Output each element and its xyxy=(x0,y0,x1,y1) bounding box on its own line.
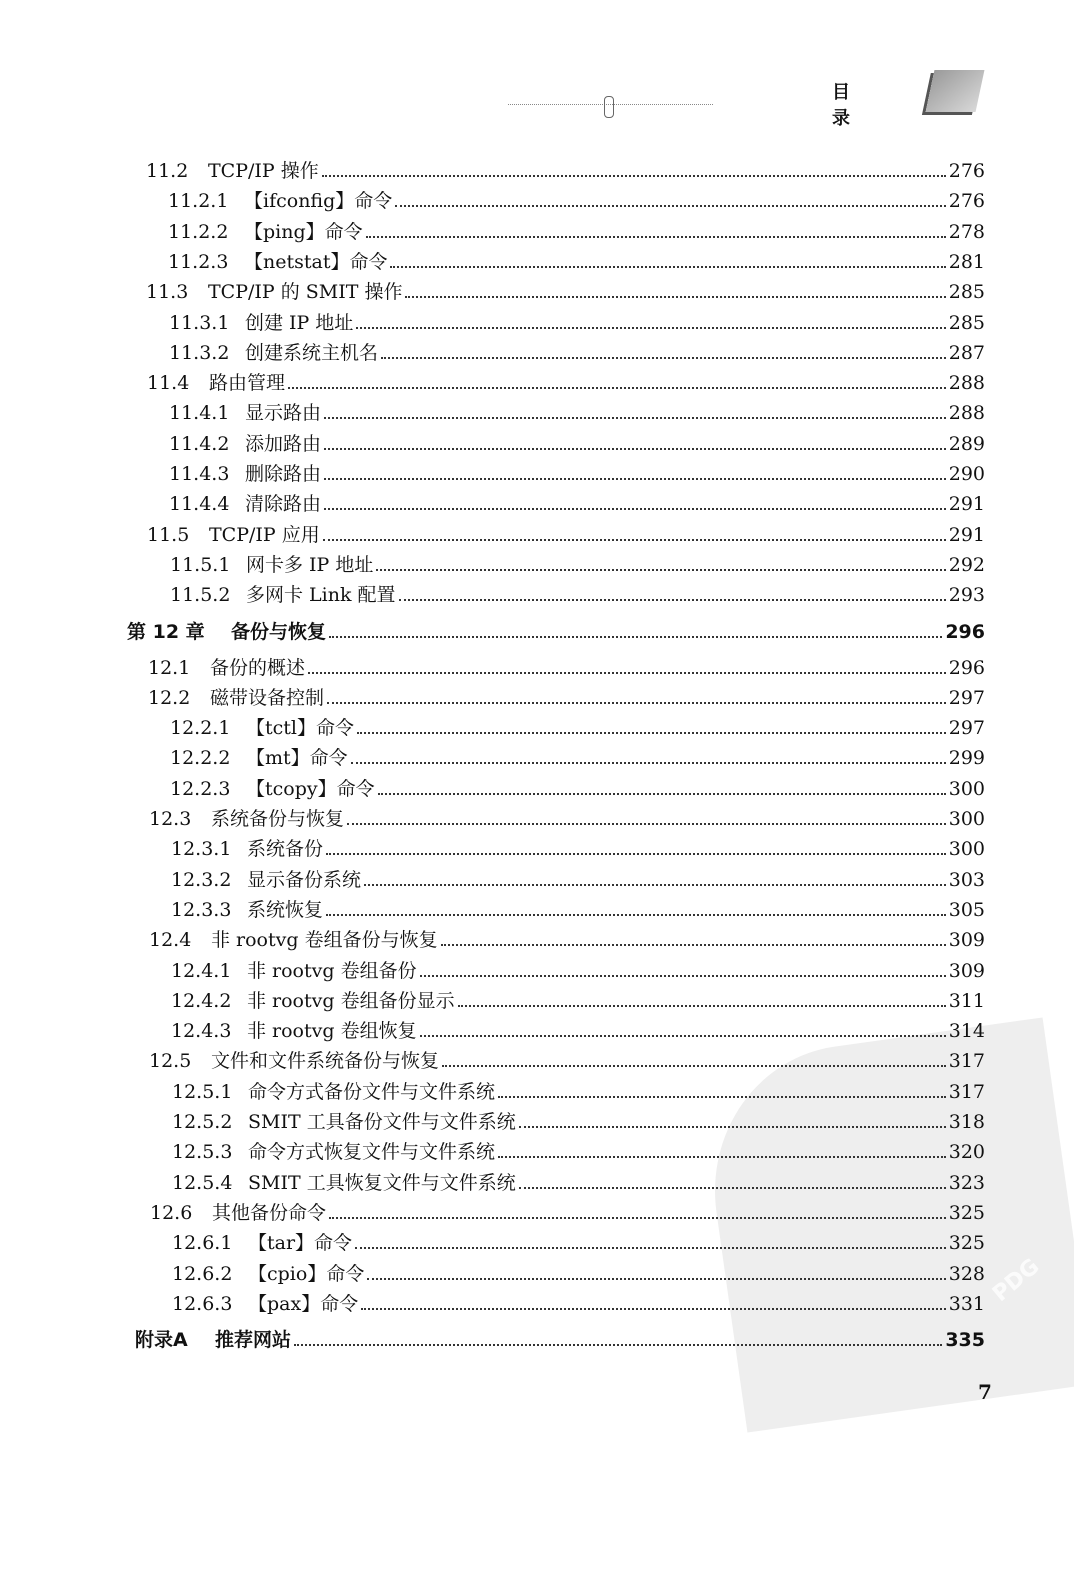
toc-dot-leader xyxy=(288,386,946,389)
toc-entry-page: 289 xyxy=(948,432,985,455)
toc-row[interactable] xyxy=(168,246,985,274)
toc-entry-page: 311 xyxy=(948,989,985,1012)
toc-entry-number: 11.5 xyxy=(147,523,190,546)
toc-entry-number: 11.2.2 xyxy=(168,220,229,243)
toc-entry-number: 12.2.2 xyxy=(170,747,231,770)
toc-entry-page: 281 xyxy=(948,250,985,273)
corner-tab-decoration xyxy=(926,70,985,112)
toc-entry-title: 非 rootvg 卷组恢复 xyxy=(247,1020,417,1043)
toc-entry-page: 325 xyxy=(948,1201,985,1224)
toc-row[interactable] xyxy=(168,216,985,244)
page-number: 7 xyxy=(978,1380,992,1404)
toc-entry-title: SMIT 工具备份文件与文件系统 xyxy=(248,1111,516,1133)
toc-entry-title: 创建系统主机名 xyxy=(245,341,379,364)
toc-entry-title: 网卡多 IP 地址 xyxy=(246,553,374,576)
toc-entry-number: 11.5.2 xyxy=(170,584,231,607)
toc-row[interactable] xyxy=(170,712,985,740)
toc-row[interactable] xyxy=(147,519,985,547)
toc-entry-number: 12.4.3 xyxy=(171,1020,232,1043)
toc-row[interactable] xyxy=(169,428,985,456)
toc-dot-leader xyxy=(308,671,946,674)
toc-dot-leader xyxy=(366,235,946,238)
toc-row[interactable] xyxy=(172,1106,985,1134)
toc-entry-page: 276 xyxy=(948,190,985,213)
toc-entry-number: 附录A xyxy=(135,1329,188,1352)
toc-dot-leader xyxy=(351,761,946,764)
toc-entry-page: 296 xyxy=(945,620,985,643)
toc-entry-number: 11.3.2 xyxy=(169,341,230,364)
toc-entry-number: 12.5.4 xyxy=(172,1171,233,1194)
toc-entry-title: 【tar】命令 xyxy=(248,1232,353,1255)
toc-entry-page: 299 xyxy=(948,747,985,770)
toc-entry-title: 系统备份与恢复 xyxy=(211,808,345,830)
toc-entry-number: 12.3 xyxy=(149,808,192,830)
toc-entry-number: 11.4.3 xyxy=(169,463,230,485)
toc-entry-title: SMIT 工具恢复文件与文件系统 xyxy=(248,1171,516,1194)
toc-dot-leader xyxy=(519,1186,946,1189)
toc-dot-leader xyxy=(361,1307,946,1310)
page-header-title: 目 录 xyxy=(832,82,880,129)
toc-entry-number: 11.2.1 xyxy=(168,190,229,213)
toc-entry-title: 【cpio】命令 xyxy=(248,1262,365,1285)
toc-dot-leader xyxy=(324,447,946,450)
toc-entry-page: 303 xyxy=(948,868,985,891)
toc-row[interactable] xyxy=(149,803,985,831)
toc-entry-page: 318 xyxy=(948,1111,985,1133)
toc-dot-leader xyxy=(442,1064,946,1067)
toc-row[interactable] xyxy=(171,864,985,892)
toc-dot-leader xyxy=(390,265,945,268)
toc-dot-leader xyxy=(376,568,945,571)
toc-entry-page: 290 xyxy=(948,463,985,485)
toc-dot-leader xyxy=(323,538,946,541)
toc-dot-leader xyxy=(347,822,946,825)
toc-entry-title: 创建 IP 地址 xyxy=(245,311,354,334)
toc-entry-number: 11.3.1 xyxy=(169,311,230,334)
toc-row[interactable] xyxy=(171,833,985,861)
toc-dot-leader xyxy=(498,1155,946,1158)
toc-entry-number: 12.3.2 xyxy=(171,868,232,891)
toc-entry-page: 320 xyxy=(948,1141,985,1164)
toc-entry-page: 305 xyxy=(948,898,985,921)
toc-row[interactable] xyxy=(169,458,985,486)
toc-entry-number: 12.5 xyxy=(149,1050,192,1073)
toc-dot-leader xyxy=(399,598,946,601)
toc-dot-leader xyxy=(326,852,946,855)
toc-dot-leader xyxy=(327,701,946,704)
toc-dot-leader xyxy=(355,1246,946,1249)
header-ornament xyxy=(604,96,614,118)
toc-entry-title: 命令方式备份文件与文件系统 xyxy=(248,1080,496,1103)
toc-dot-leader xyxy=(324,507,946,510)
toc-entry-title: 【tcopy】命令 xyxy=(246,777,375,800)
toc-entry-title: 命令方式恢复文件与文件系统 xyxy=(248,1141,496,1164)
toc-entry-number: 12.4.2 xyxy=(171,989,232,1012)
toc-row[interactable] xyxy=(170,579,985,607)
toc-entry-page: 297 xyxy=(948,717,985,740)
toc-entry-page: 285 xyxy=(948,311,985,334)
toc-entry-title: 备份的概述 xyxy=(210,656,306,679)
toc-row[interactable] xyxy=(169,337,985,365)
toc-row[interactable] xyxy=(172,1227,985,1255)
toc-dot-leader xyxy=(326,913,946,916)
toc-entry-number: 12.3.3 xyxy=(171,898,232,921)
toc-dot-leader xyxy=(395,204,945,207)
toc-entry-title: 磁带设备控制 xyxy=(210,686,325,709)
toc-entry-title: 备份与恢复 xyxy=(231,620,327,643)
toc-dot-leader xyxy=(324,416,946,419)
toc-entry-page: 297 xyxy=(948,686,985,709)
toc-entry-title: TCP/IP 应用 xyxy=(209,523,320,546)
toc-entry-page: 291 xyxy=(948,523,985,546)
toc-row[interactable] xyxy=(147,367,985,395)
toc-entry-page: 293 xyxy=(948,584,985,607)
toc-entry-number: 12.4 xyxy=(149,929,192,952)
toc-dot-leader xyxy=(420,974,946,977)
toc-entry-title: 【ping】命令 xyxy=(244,220,363,243)
toc-entry-number: 12.6.2 xyxy=(172,1262,233,1285)
toc-entry-page: 317 xyxy=(948,1050,985,1073)
toc-row[interactable] xyxy=(148,682,985,710)
toc-dot-leader xyxy=(420,1034,946,1037)
toc-entry-number: 12.2.1 xyxy=(170,717,231,740)
toc-entry-number: 11.4.1 xyxy=(169,402,230,425)
toc-entry-number: 11.4 xyxy=(147,372,190,395)
toc-entry-page: 314 xyxy=(948,1020,985,1043)
toc-row[interactable] xyxy=(171,1015,985,1043)
toc-row[interactable] xyxy=(168,185,985,213)
toc-entry-number: 12.4.1 xyxy=(171,959,232,982)
toc-entry-number: 第 12 章 xyxy=(127,620,205,643)
toc-entry-number: 12.2.3 xyxy=(170,777,231,800)
toc-dot-leader xyxy=(381,356,946,359)
toc-entry-page: 292 xyxy=(948,553,985,576)
toc-entry-title: 【netstat】命令 xyxy=(244,250,388,273)
toc-entry-number: 12.5.3 xyxy=(172,1141,233,1164)
toc-dot-leader xyxy=(364,883,946,886)
toc-entry-title: 【mt】命令 xyxy=(246,747,348,770)
toc-entry-page: 300 xyxy=(948,838,985,861)
toc-row[interactable] xyxy=(170,742,985,770)
toc-entry-title: 非 rootvg 卷组备份 xyxy=(247,959,417,982)
toc-entry-number: 12.6.3 xyxy=(172,1292,233,1315)
toc-entry-title: 非 rootvg 卷组备份显示 xyxy=(247,989,455,1012)
toc-row[interactable] xyxy=(169,488,985,516)
toc-entry-page: 325 xyxy=(948,1232,985,1255)
toc-entry-number: 11.2 xyxy=(146,160,189,182)
toc-entry-page: 309 xyxy=(948,959,985,982)
toc-entry-title: 添加路由 xyxy=(245,432,322,455)
toc-dot-leader xyxy=(322,174,946,177)
toc-row[interactable] xyxy=(172,1136,985,1164)
toc-entry-number: 11.4.4 xyxy=(169,493,230,516)
toc-entry-title: 系统备份 xyxy=(247,838,324,861)
toc-entry-page: 300 xyxy=(948,808,985,830)
toc-entry-page: 300 xyxy=(948,777,985,800)
toc-entry-number: 11.5.1 xyxy=(170,553,231,576)
toc-row[interactable] xyxy=(170,549,985,577)
toc-appendix-row[interactable] xyxy=(135,1324,985,1352)
toc-row[interactable] xyxy=(146,155,985,183)
toc-entry-page: 323 xyxy=(948,1171,985,1194)
toc-entry-title: 路由管理 xyxy=(209,372,286,395)
toc-entry-number: 12.1 xyxy=(148,656,191,679)
toc-entry-title: 【tctl】命令 xyxy=(246,717,354,740)
toc-entry-page: 331 xyxy=(948,1292,985,1315)
toc-entry-title: 多网卡 Link 配置 xyxy=(246,584,396,607)
toc-entry-number: 11.4.2 xyxy=(169,432,230,455)
toc-entry-number: 12.5.2 xyxy=(172,1111,233,1133)
toc-entry-title: 清除路由 xyxy=(245,493,322,516)
toc-entry-number: 12.2 xyxy=(148,686,191,709)
toc-row[interactable] xyxy=(171,955,985,983)
toc-dot-leader xyxy=(329,1216,946,1219)
toc-dot-leader xyxy=(458,1004,946,1007)
toc-entry-title: TCP/IP 操作 xyxy=(208,160,319,182)
toc-entry-page: 309 xyxy=(948,929,985,952)
toc-entry-page: 276 xyxy=(948,160,985,182)
toc-row[interactable] xyxy=(149,924,985,952)
toc-entry-title: 文件和文件系统备份与恢复 xyxy=(211,1050,440,1073)
toc-entry-page: 285 xyxy=(948,281,985,304)
toc-row[interactable] xyxy=(172,1258,985,1286)
toc-row[interactable] xyxy=(171,985,985,1013)
toc-chapter-row[interactable] xyxy=(127,616,985,644)
toc-entry-page: 287 xyxy=(948,341,985,364)
toc-entry-title: 显示备份系统 xyxy=(247,868,362,891)
toc-entry-title: 非 rootvg 卷组备份与恢复 xyxy=(211,929,438,952)
toc-entry-page: 288 xyxy=(948,402,985,425)
toc-entry-number: 11.2.3 xyxy=(168,250,229,273)
toc-entry-number: 12.5.1 xyxy=(172,1080,233,1103)
toc-entry-page: 288 xyxy=(948,372,985,395)
toc-row[interactable] xyxy=(170,773,985,801)
toc-entry-page: 291 xyxy=(948,493,985,516)
toc-row[interactable] xyxy=(150,1197,985,1225)
toc-dot-leader xyxy=(294,1343,942,1346)
toc-entry-title: 显示路由 xyxy=(245,402,322,425)
toc-entry-number: 12.3.1 xyxy=(171,838,232,861)
toc-entry-number: 12.6 xyxy=(150,1201,193,1224)
toc-row[interactable] xyxy=(148,652,985,680)
toc-entry-title: 系统恢复 xyxy=(247,898,324,921)
toc-entry-page: 278 xyxy=(948,220,985,243)
toc-row[interactable] xyxy=(172,1076,985,1104)
toc-dot-leader xyxy=(519,1125,946,1128)
toc-entry-page: 317 xyxy=(948,1080,985,1103)
toc-entry-title: 其他备份命令 xyxy=(212,1201,327,1224)
toc-dot-leader xyxy=(357,731,946,734)
toc-entry-page: 335 xyxy=(945,1329,985,1352)
toc-dot-leader xyxy=(405,295,945,298)
toc-row[interactable] xyxy=(169,307,985,335)
toc-dot-leader xyxy=(329,635,942,638)
toc-row[interactable] xyxy=(146,276,985,304)
toc-dot-leader xyxy=(441,943,946,946)
toc-dot-leader xyxy=(498,1095,946,1098)
toc-entry-title: 【ifconfig】命令 xyxy=(244,190,393,213)
toc-entry-number: 11.3 xyxy=(146,281,189,304)
toc-dot-leader xyxy=(324,477,946,480)
watermark-text: PDG xyxy=(988,1254,1045,1307)
toc-entry-title: 删除路由 xyxy=(245,463,322,485)
toc-entry-number: 12.6.1 xyxy=(172,1232,233,1255)
toc-row[interactable] xyxy=(169,397,985,425)
toc-entry-page: 296 xyxy=(948,656,985,679)
toc-row[interactable] xyxy=(172,1288,985,1316)
toc-dot-leader xyxy=(367,1277,945,1280)
toc-dot-leader xyxy=(356,326,945,329)
toc-dot-leader xyxy=(378,792,946,795)
toc-entry-page: 328 xyxy=(948,1262,985,1285)
toc-entry-title: 【pax】命令 xyxy=(248,1292,359,1315)
toc-entry-title: 推荐网站 xyxy=(215,1329,292,1352)
toc-row[interactable] xyxy=(171,894,985,922)
toc-entry-title: TCP/IP 的 SMIT 操作 xyxy=(208,281,403,304)
toc-row[interactable] xyxy=(149,1045,985,1073)
toc-row[interactable] xyxy=(172,1167,985,1195)
